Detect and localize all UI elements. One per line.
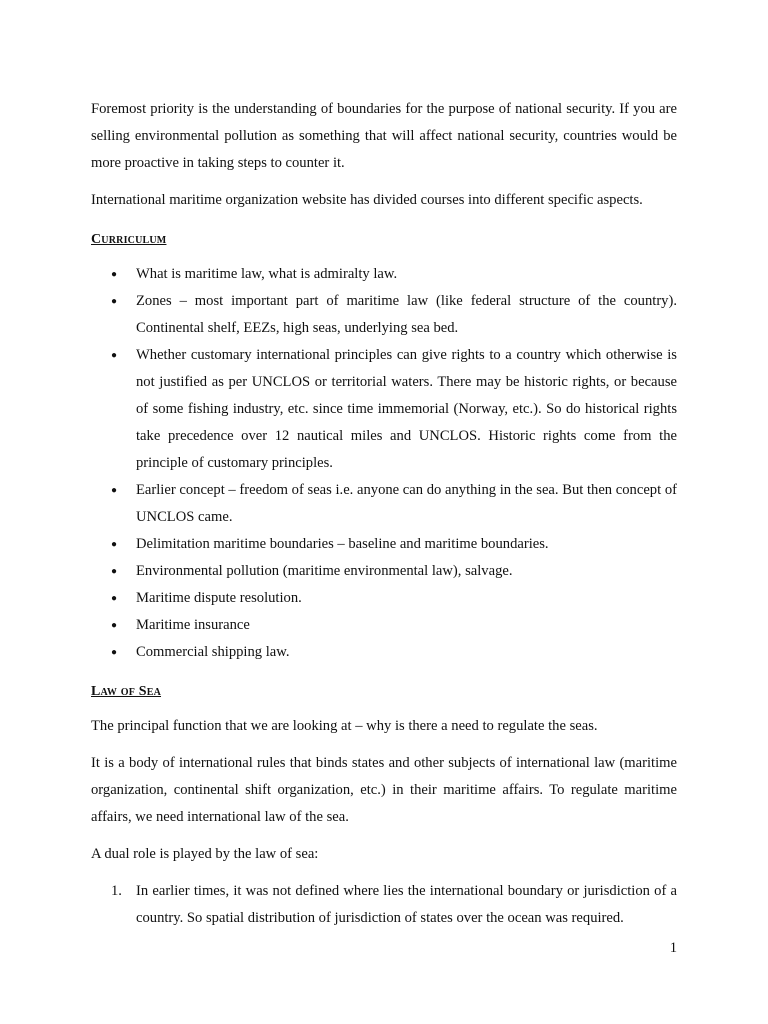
list-item bbox=[91, 878, 677, 932]
law-of-sea-heading: Law of Sea bbox=[91, 684, 162, 699]
document-page bbox=[91, 96, 677, 932]
list-item: ● Maritime dispute resolution. bbox=[91, 585, 677, 612]
list-item: ● Delimitation maritime boundaries – baseline and maritime boundaries. bbox=[91, 531, 677, 558]
curriculum-list bbox=[91, 261, 677, 666]
list-item: ● Environmental pollution (maritime environmental law), salvage. bbox=[91, 558, 677, 585]
list-item-text: In earlier times, it was not defined where lies the international boundary or jurisdiction of a country. So spatial distribution of jurisdiction of states over the ocean was required. bbox=[136, 883, 677, 926]
dual-role-list bbox=[91, 878, 677, 932]
law-of-sea-paragraph-3: A dual role is played by the law of sea: bbox=[91, 846, 319, 862]
list-item: ● Earlier concept – freedom of seas i.e. anyone can do anything in the sea. But then concept of UNCLOS came. bbox=[91, 477, 677, 531]
list-item: ● Maritime insurance bbox=[91, 612, 677, 639]
intro-paragraph-2: International maritime organization website has divided courses into different specific aspects. bbox=[91, 192, 643, 208]
intro-paragraph-1: Foremost priority is the understanding of boundaries for the purpose of national security. If you are selling environmental pollution as something that will affect national security, countries would be more proactive in taking steps to counter it. bbox=[91, 101, 677, 171]
list-item: ● Whether customary international principles can give rights to a country which otherwise is not justified as per UNCLOS or territorial waters. There may be historic rights, or because of some fishing industry, etc. since time immemorial (Norway, etc.). So do historical rights take precedence over 12 nautical miles and UNCLOS. Historic rights come from the principle of customary principles. bbox=[91, 342, 677, 477]
list-number: 1. bbox=[111, 883, 122, 899]
law-of-sea-paragraph-2: It is a body of international rules that binds states and other subjects of international law (maritime organization, continental shift organization, etc.) in their maritime affairs. To regulate maritime affairs, we need international law of the sea. bbox=[91, 755, 677, 825]
curriculum-heading: Curriculum bbox=[91, 232, 167, 247]
list-item: ● Commercial shipping law. bbox=[91, 639, 677, 666]
page-number: 1 bbox=[669, 940, 677, 956]
law-of-sea-paragraph-1: The principal function that we are looking at – why is there a need to regulate the seas. bbox=[91, 718, 598, 734]
list-item: ● What is maritime law, what is admiralty law. bbox=[91, 261, 677, 288]
list-item: ● Zones – most important part of maritime law (like federal structure of the country). Continental shelf, EEZs, high seas, underlying sea bed. bbox=[91, 288, 677, 342]
